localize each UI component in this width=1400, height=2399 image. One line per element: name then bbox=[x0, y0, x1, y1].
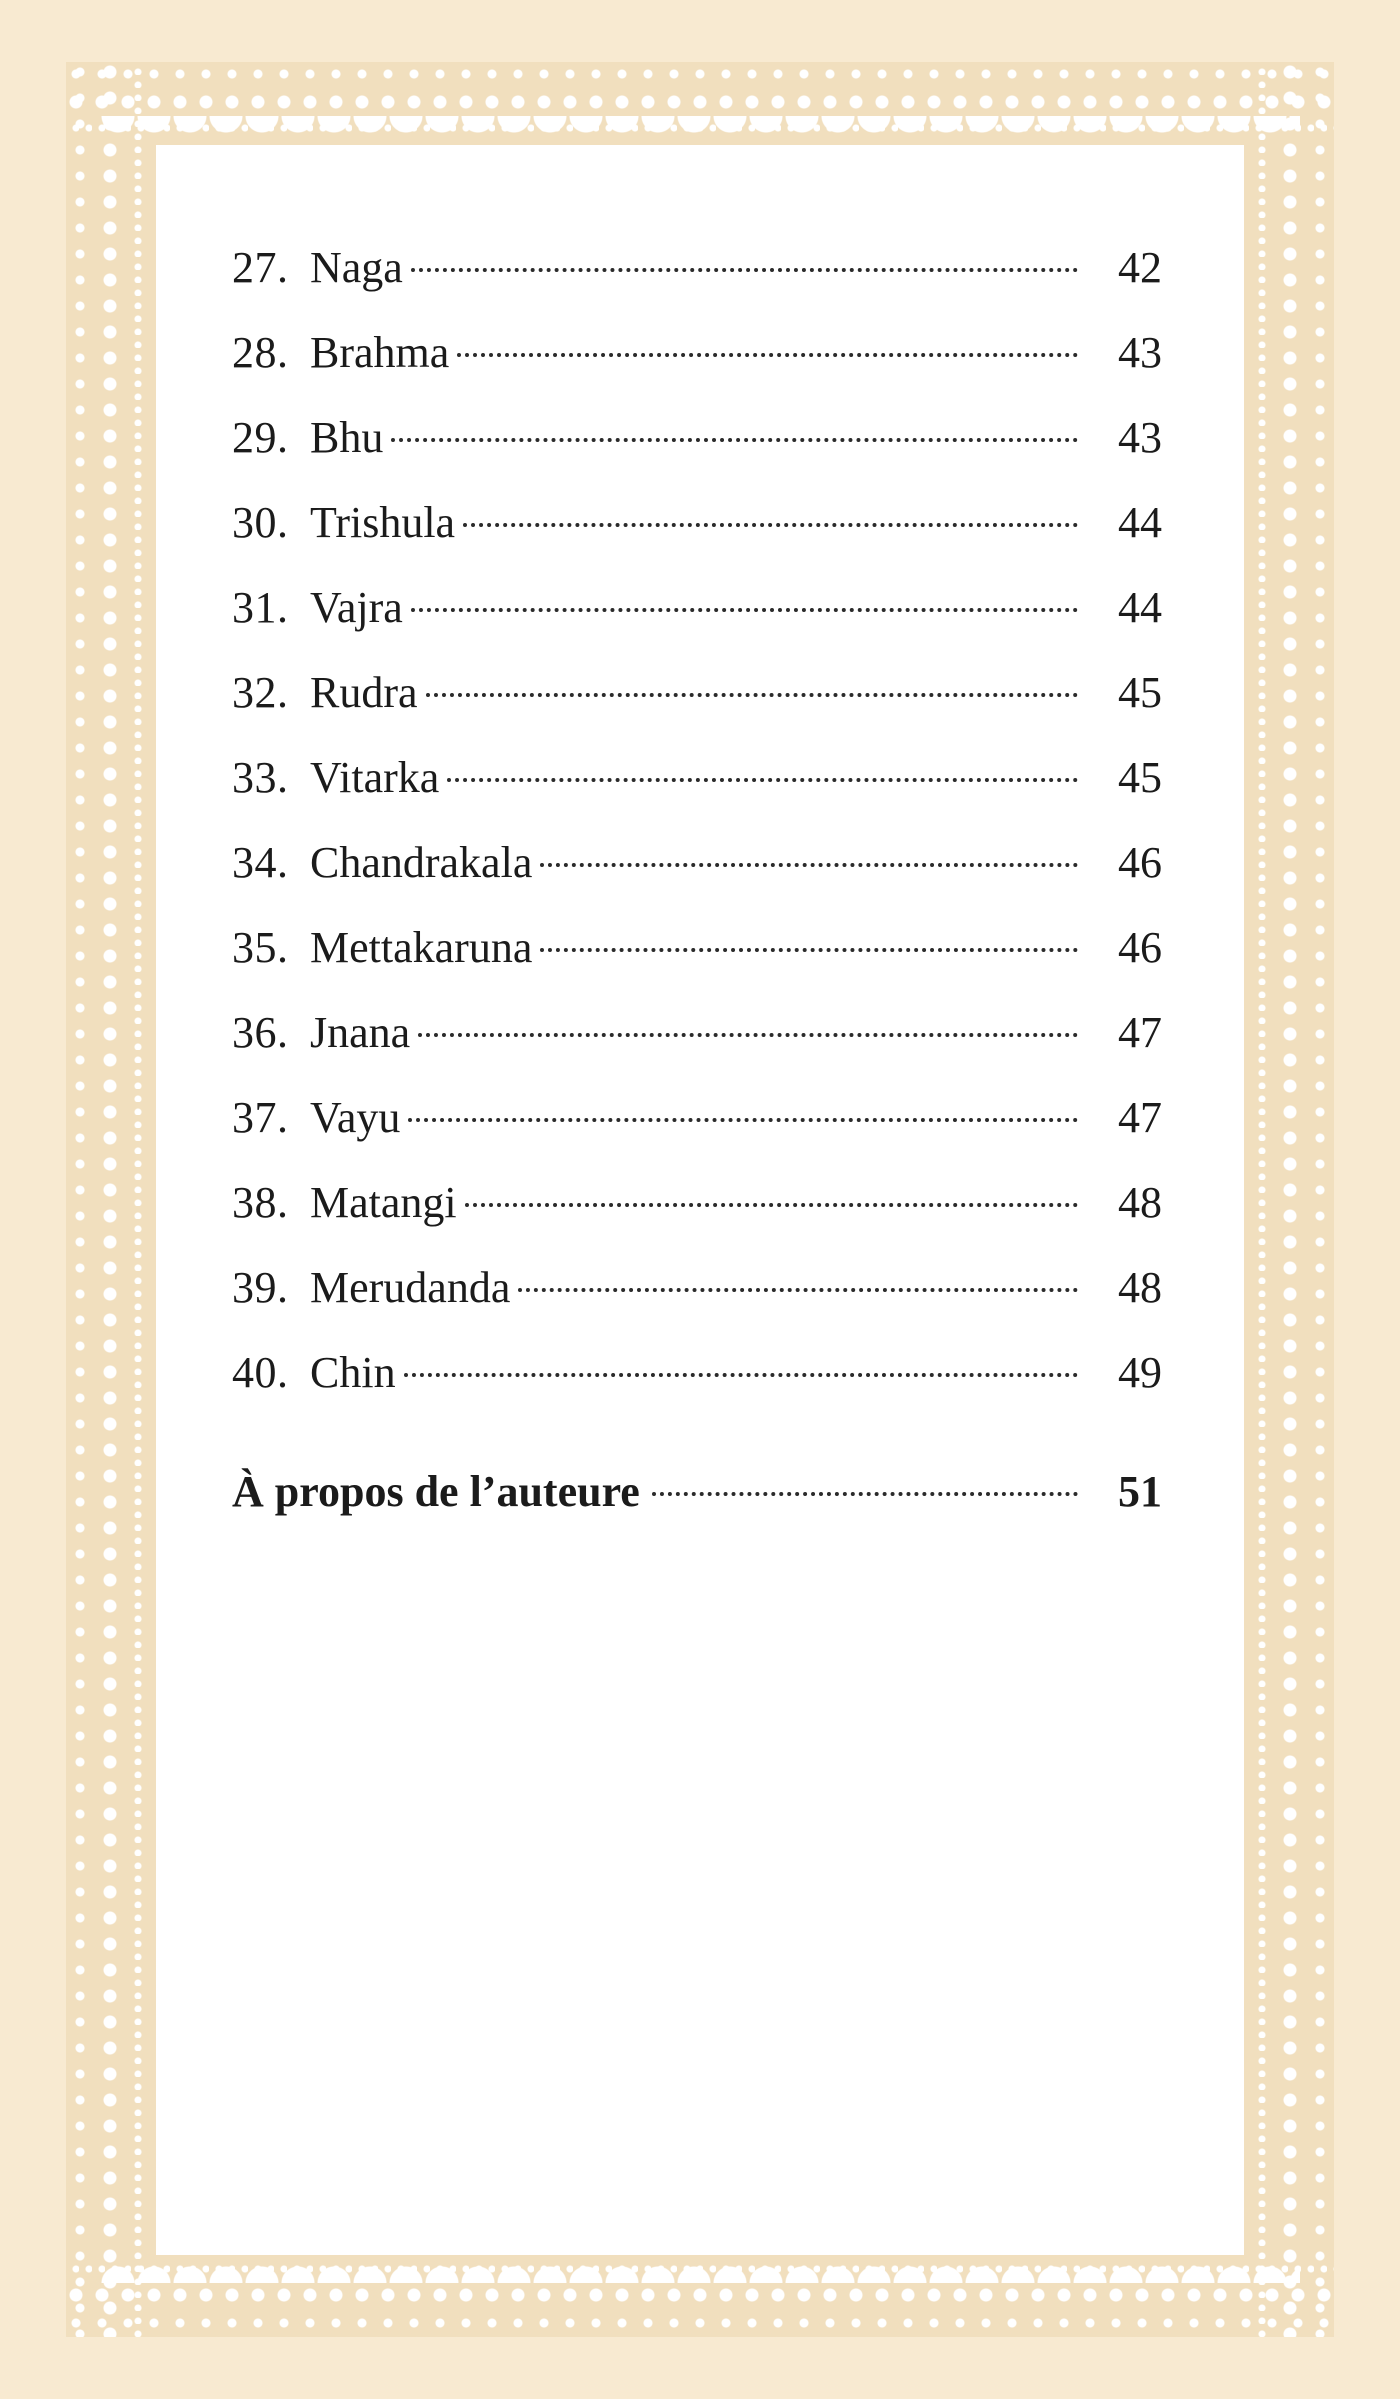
toc-entry-number: 34. bbox=[232, 838, 289, 887]
toc-entry-number: 28. bbox=[232, 328, 289, 377]
toc-section-entry[interactable] bbox=[232, 1449, 1162, 1534]
toc-entry-number: 35. bbox=[232, 923, 289, 972]
toc-entry[interactable] bbox=[232, 650, 1162, 735]
toc-leader-dots bbox=[463, 493, 1078, 537]
toc-leader-dots bbox=[408, 1088, 1078, 1132]
toc-leader-dots bbox=[457, 323, 1078, 367]
toc-entry-title: Mettakaruna bbox=[310, 923, 533, 972]
toc-entry-number: 27. bbox=[232, 243, 289, 292]
toc-entry-title: Vayu bbox=[310, 1093, 401, 1142]
toc-entry-page: 47 bbox=[1118, 1093, 1162, 1142]
toc-entry-page: 45 bbox=[1118, 668, 1162, 717]
toc-leader-dots bbox=[518, 1258, 1078, 1302]
toc-leader-dots bbox=[426, 663, 1078, 707]
ornament-scallop-bottom-icon bbox=[100, 2247, 1300, 2283]
toc-entry-title: Brahma bbox=[310, 328, 450, 377]
toc-leader-dots bbox=[540, 918, 1078, 962]
toc-leader-dots bbox=[411, 238, 1078, 282]
toc-entry-number: 29. bbox=[232, 413, 289, 462]
toc-leader-dots bbox=[652, 1462, 1078, 1506]
toc-entry[interactable] bbox=[232, 820, 1162, 905]
toc-entry[interactable] bbox=[232, 1160, 1162, 1245]
toc-entry[interactable] bbox=[232, 735, 1162, 820]
toc-entry-title: Bhu bbox=[310, 413, 384, 462]
toc-entry-page: 44 bbox=[1118, 498, 1162, 547]
toc-entry-page: 48 bbox=[1118, 1263, 1162, 1312]
toc-entry-title: Merudanda bbox=[310, 1263, 511, 1312]
toc-entry-page: 44 bbox=[1118, 583, 1162, 632]
toc-entry-title: Matangi bbox=[310, 1178, 457, 1227]
toc-entry[interactable] bbox=[232, 395, 1162, 480]
table-of-contents bbox=[232, 225, 1162, 1534]
toc-entry[interactable] bbox=[232, 310, 1162, 395]
toc-entry-page: 46 bbox=[1118, 923, 1162, 972]
toc-entry-number: 32. bbox=[232, 668, 289, 717]
ornament-border-left-icon bbox=[66, 62, 158, 2337]
toc-entry-number: 30. bbox=[232, 498, 289, 547]
toc-entry-page: 45 bbox=[1118, 753, 1162, 802]
toc-entry-title: Vajra bbox=[310, 583, 403, 632]
toc-entry[interactable] bbox=[232, 905, 1162, 990]
toc-entry[interactable] bbox=[232, 480, 1162, 565]
toc-leader-dots bbox=[404, 1343, 1078, 1387]
toc-entry-page: 47 bbox=[1118, 1008, 1162, 1057]
toc-entry-page: 48 bbox=[1118, 1178, 1162, 1227]
toc-entry-number: 31. bbox=[232, 583, 289, 632]
toc-entry-title: Trishula bbox=[310, 498, 456, 547]
toc-entry-title: Jnana bbox=[310, 1008, 411, 1057]
toc-entry-number: 37. bbox=[232, 1093, 289, 1142]
toc-entry-number: 38. bbox=[232, 1178, 289, 1227]
toc-leader-dots bbox=[418, 1003, 1078, 1047]
toc-entry[interactable] bbox=[232, 225, 1162, 310]
toc-entry-page: 49 bbox=[1118, 1348, 1162, 1397]
toc-entry-number: 40. bbox=[232, 1348, 289, 1397]
toc-entry-title: Vitarka bbox=[310, 753, 440, 802]
toc-entry[interactable] bbox=[232, 1330, 1162, 1415]
toc-entry-page: 46 bbox=[1118, 838, 1162, 887]
toc-leader-dots bbox=[411, 578, 1078, 622]
toc-entry[interactable] bbox=[232, 1245, 1162, 1330]
toc-leader-dots bbox=[447, 748, 1078, 792]
ornament-scallop-top-icon bbox=[100, 116, 1300, 152]
toc-entry[interactable] bbox=[232, 990, 1162, 1075]
toc-entry-page: 43 bbox=[1118, 413, 1162, 462]
toc-section-title: À propos de l’auteure bbox=[232, 1467, 640, 1516]
toc-entry-page: 43 bbox=[1118, 328, 1162, 377]
toc-leader-dots bbox=[391, 408, 1078, 452]
toc-entry[interactable] bbox=[232, 1075, 1162, 1160]
toc-entry-title: Chandrakala bbox=[310, 838, 533, 887]
toc-entry-number: 39. bbox=[232, 1263, 289, 1312]
toc-entry-page: 42 bbox=[1118, 243, 1162, 292]
toc-entry-number: 33. bbox=[232, 753, 289, 802]
toc-leader-dots bbox=[465, 1173, 1078, 1217]
ornament-border-right-icon bbox=[1242, 62, 1334, 2337]
toc-entry-title: Rudra bbox=[310, 668, 418, 717]
toc-entry-title: Chin bbox=[310, 1348, 396, 1397]
toc-section-page: 51 bbox=[1118, 1467, 1162, 1516]
toc-entry-title: Naga bbox=[310, 243, 403, 292]
toc-entry[interactable] bbox=[232, 565, 1162, 650]
toc-leader-dots bbox=[540, 833, 1078, 877]
toc-entry-number: 36. bbox=[232, 1008, 289, 1057]
